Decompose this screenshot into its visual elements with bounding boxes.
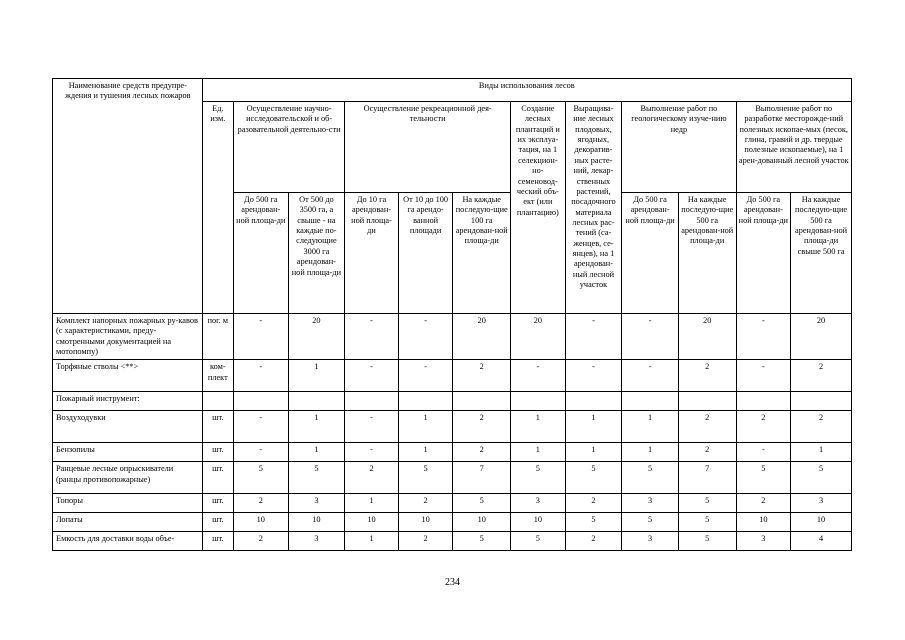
- row-value: 2: [678, 443, 736, 462]
- row-value: 10: [791, 513, 852, 532]
- row-label: Ранцевые лесные опрыскиватели (ранцы противопожарные): [53, 462, 203, 494]
- row-unit: пог. м: [202, 314, 233, 360]
- row-value: 5: [678, 494, 736, 513]
- row-value: [234, 392, 289, 411]
- row-value: 1: [565, 443, 622, 462]
- row-unit: шт.: [202, 443, 233, 462]
- row-value: [288, 392, 345, 411]
- row-value: 3: [791, 494, 852, 513]
- row-value: 10: [398, 513, 453, 532]
- row-value: 1: [622, 411, 679, 443]
- row-value: 10: [453, 513, 511, 532]
- row-value: [622, 392, 679, 411]
- row-value: -: [736, 360, 791, 392]
- row-value: -: [398, 360, 453, 392]
- header-sub-cell: До 10 га арендован-ной площа-ди: [345, 193, 399, 314]
- row-value: 2: [453, 411, 511, 443]
- row-value: 3: [511, 494, 566, 513]
- row-value: 1: [622, 443, 679, 462]
- row-value: 1: [398, 443, 453, 462]
- row-value: -: [736, 314, 791, 360]
- row-value: [791, 392, 852, 411]
- row-value: 1: [288, 411, 345, 443]
- header-sub-cell: До 500 га арендован-ной площа-ди: [234, 193, 289, 314]
- header-sub-cell: До 500 га арендован-ной площа-ди: [736, 193, 791, 314]
- row-value: 2: [453, 443, 511, 462]
- row-value: 2: [791, 411, 852, 443]
- row-value: 7: [678, 462, 736, 494]
- row-value: 3: [288, 532, 345, 551]
- row-value: 5: [398, 462, 453, 494]
- row-unit: шт.: [202, 462, 233, 494]
- row-value: 3: [622, 494, 679, 513]
- row-unit: шт.: [202, 532, 233, 551]
- row-unit: шт.: [202, 411, 233, 443]
- row-value: [345, 392, 399, 411]
- row-value: [565, 392, 622, 411]
- row-unit: шт.: [202, 513, 233, 532]
- row-value: 2: [791, 360, 852, 392]
- row-value: 2: [234, 494, 289, 513]
- row-value: 2: [678, 360, 736, 392]
- row-value: [453, 392, 511, 411]
- header-sub-cell: На каждые последую-щие 500 га арендован-ной площа-ди: [678, 193, 736, 314]
- row-value: 10: [345, 513, 399, 532]
- row-value: 2: [398, 494, 453, 513]
- row-label: Воздуходувки: [53, 411, 203, 443]
- row-label: Торфяные стволы <**>: [53, 360, 203, 392]
- row-value: 2: [398, 532, 453, 551]
- header-group-mining: Выполнение работ по разработке месторожде-ний полезных ископае-мых (песок, глина, гравий и др. твердые полезные ископаемые), на 1 арен-дованный лесной участок: [736, 102, 851, 193]
- row-value: -: [622, 314, 679, 360]
- row-value: 2: [565, 532, 622, 551]
- header-group-cultivation: Выращива-ние лесных плодовых, ягодных, декоратив-ных расте-ний, лекар-ственных растений, посадочного материала лесных рас-тений (са-женцев, се-янцев), на 1 арендован-ный лесной участок: [565, 102, 622, 314]
- header-group-title: Виды использования лесов: [202, 79, 851, 102]
- row-value: 3: [288, 494, 345, 513]
- header-group-geology: Выполнение работ по геологическому изуче-нию недр: [622, 102, 736, 193]
- row-value: 5: [565, 462, 622, 494]
- row-value: 5: [288, 462, 345, 494]
- row-label: Бензопилы: [53, 443, 203, 462]
- header-group-recreation: Осуществление рекреационной дея-тельности: [345, 102, 511, 193]
- row-value: 2: [678, 411, 736, 443]
- row-value: -: [345, 443, 399, 462]
- table-row: [53, 392, 852, 411]
- row-value: 2: [345, 462, 399, 494]
- table-row: [53, 532, 852, 551]
- row-value: -: [398, 314, 453, 360]
- row-value: -: [622, 360, 679, 392]
- header-sub-cell: От 10 до 100 га арендо-ванной площади: [398, 193, 453, 314]
- row-value: 2: [234, 532, 289, 551]
- row-value: 20: [791, 314, 852, 360]
- row-value: 5: [622, 513, 679, 532]
- header-unit-cell: Ед. изм.: [202, 102, 233, 314]
- row-label: Емкость для доставки воды объе-: [53, 532, 203, 551]
- row-value: 1: [345, 494, 399, 513]
- row-value: 1: [398, 411, 453, 443]
- row-value: 10: [234, 513, 289, 532]
- row-label: Комплект напорных пожарных ру-кавов (с характеристиками, преду-смотренными документацией на мотопомпу): [53, 314, 203, 360]
- row-label: Пожарный инструмент:: [53, 392, 203, 411]
- row-value: 20: [453, 314, 511, 360]
- row-value: 2: [565, 494, 622, 513]
- row-value: 5: [791, 462, 852, 494]
- row-value: 3: [622, 532, 679, 551]
- row-value: 20: [678, 314, 736, 360]
- header-sub-cell: На каждые последую-щие 500 га арендован-ной площа-ди свыше 500 га: [791, 193, 852, 314]
- row-value: -: [565, 314, 622, 360]
- table-row: [53, 314, 852, 360]
- row-value: 1: [791, 443, 852, 462]
- row-value: [678, 392, 736, 411]
- table-row: [53, 443, 852, 462]
- row-value: 5: [565, 513, 622, 532]
- row-value: 10: [511, 513, 566, 532]
- row-value: 10: [288, 513, 345, 532]
- row-value: -: [736, 443, 791, 462]
- row-value: -: [234, 411, 289, 443]
- table-row: [53, 411, 852, 443]
- row-value: 1: [288, 443, 345, 462]
- table-row: [53, 494, 852, 513]
- header-group-science: Осуществление научно-исследовательской и об-разовательной деятельно-сти: [234, 102, 345, 193]
- row-value: 2: [736, 411, 791, 443]
- fire-equipment-table: [52, 78, 852, 551]
- row-value: -: [234, 314, 289, 360]
- row-value: -: [345, 360, 399, 392]
- row-unit: ком-плект: [202, 360, 233, 392]
- header-sub-cell: От 500 до 3500 га, а свыше - на каждые по-следующие 3000 га арендован-ной площа-ди: [288, 193, 345, 314]
- row-unit: [202, 392, 233, 411]
- row-value: [511, 392, 566, 411]
- row-value: 5: [453, 494, 511, 513]
- row-value: 5: [736, 462, 791, 494]
- row-value: 1: [345, 532, 399, 551]
- header-name-cell: Наименование средств предупре- ждения и тушения лесных пожаров: [53, 79, 203, 314]
- row-value: [398, 392, 453, 411]
- row-value: [736, 392, 791, 411]
- row-value: 2: [453, 360, 511, 392]
- page-number: 234: [445, 577, 460, 588]
- table-row: [53, 513, 852, 532]
- row-value: 5: [511, 532, 566, 551]
- row-value: -: [345, 314, 399, 360]
- row-value: 2: [736, 494, 791, 513]
- row-value: 5: [511, 462, 566, 494]
- row-value: -: [234, 443, 289, 462]
- row-value: -: [565, 360, 622, 392]
- row-value: 5: [234, 462, 289, 494]
- row-label: Лопаты: [53, 513, 203, 532]
- row-value: 3: [736, 532, 791, 551]
- row-value: 10: [736, 513, 791, 532]
- row-value: 20: [511, 314, 566, 360]
- table-row: [53, 462, 852, 494]
- row-label: Топоры: [53, 494, 203, 513]
- row-value: 5: [453, 532, 511, 551]
- row-value: 5: [678, 532, 736, 551]
- row-value: -: [234, 360, 289, 392]
- row-value: 7: [453, 462, 511, 494]
- row-value: -: [345, 411, 399, 443]
- header-sub-cell: До 500 га арендован-ной площа-ди: [622, 193, 679, 314]
- row-unit: шт.: [202, 494, 233, 513]
- row-value: 5: [678, 513, 736, 532]
- row-value: 1: [288, 360, 345, 392]
- row-value: 20: [288, 314, 345, 360]
- row-value: -: [511, 360, 566, 392]
- row-value: 1: [565, 411, 622, 443]
- row-value: 1: [511, 443, 566, 462]
- header-sub-cell: На каждые последую-щие 100 га арендован-ной площа-ди: [453, 193, 511, 314]
- row-value: 1: [511, 411, 566, 443]
- row-value: 4: [791, 532, 852, 551]
- header-group-plantations: Создание лесных плантаций и их эксплуа-тация, на 1 селекцион-но-семеновод-ческий объ-ект (или плантацию): [511, 102, 566, 314]
- row-value: 5: [622, 462, 679, 494]
- table-row: [53, 360, 852, 392]
